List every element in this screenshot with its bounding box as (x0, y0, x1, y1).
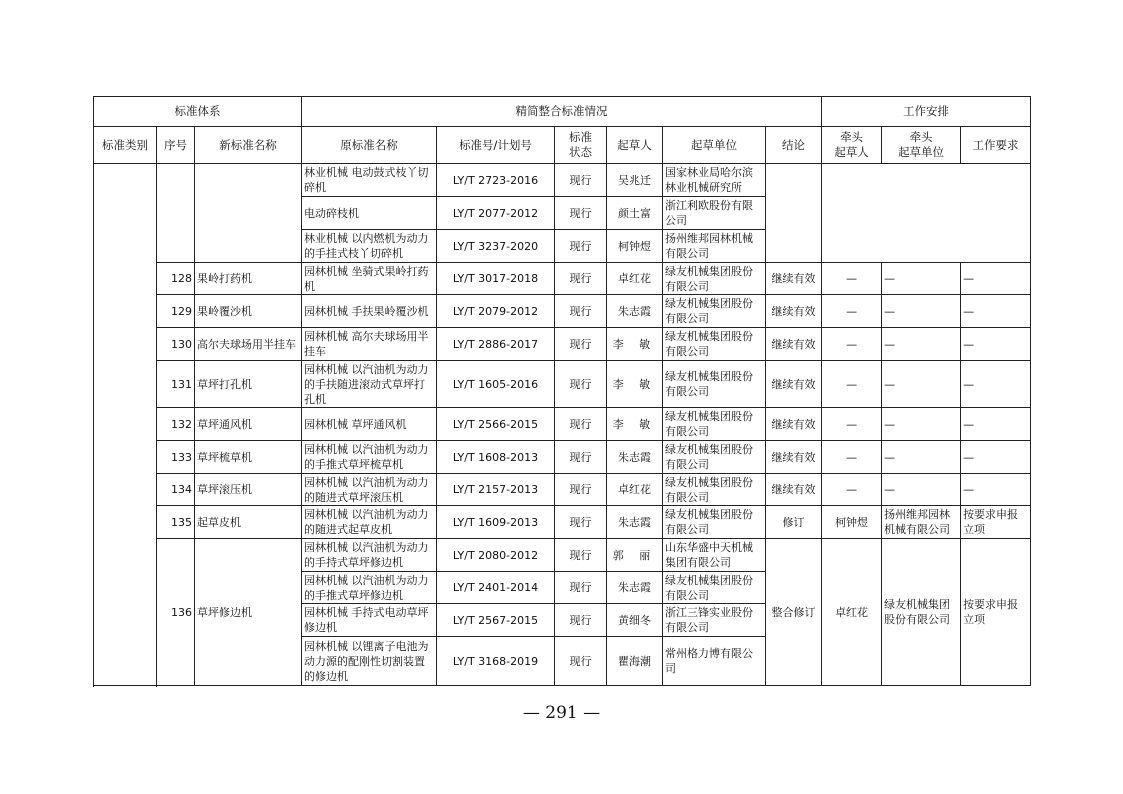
requirement-cell: — (961, 441, 1031, 474)
category-cell (94, 164, 157, 686)
unit-cell: 浙江利欧股份有限公司 (663, 197, 766, 230)
drafter-cell: 李 敏 (607, 408, 663, 441)
orig-name-cell: 电动碎枝机 (302, 197, 437, 230)
std-no-cell: LY/T 2401-2014 (437, 572, 555, 604)
header-drafter: 起草人 (607, 127, 663, 164)
orig-name-cell: 园林机械 手持式电动草坪修边机 (302, 604, 437, 637)
status-cell: 现行 (555, 506, 607, 539)
unit-cell: 绿友机械集团股份有限公司 (663, 295, 766, 328)
orig-name-cell: 林业机械 电动鼓式枝丫切碎机 (302, 164, 437, 197)
std-no-cell: LY/T 2079-2012 (437, 295, 555, 328)
table-row (94, 539, 1031, 572)
lead-drafter-cell: — (822, 441, 882, 474)
std-no-cell: LY/T 2566-2015 (437, 408, 555, 441)
lead-drafter-cell: 柯钟煜 (822, 506, 882, 539)
status-cell: 现行 (555, 539, 607, 572)
table-row (94, 361, 1031, 408)
conclusion-cell: 继续有效 (766, 295, 822, 328)
new-name-cell: 草坪修边机 (195, 539, 302, 686)
drafter-cell: 卓红花 (607, 263, 663, 295)
header-new-name: 新标准名称 (195, 127, 302, 164)
drafter-cell: 颜土富 (607, 197, 663, 230)
status-cell: 现行 (555, 295, 607, 328)
orig-name-cell: 园林机械 以汽油机为动力的手推式草坪修边机 (302, 572, 437, 604)
orig-name-cell: 园林机械 以汽油机为动力的随进式草坪滚压机 (302, 474, 437, 506)
new-name-cell: 草坪梳草机 (195, 441, 302, 474)
serial-cell: 134 (157, 474, 195, 506)
orig-name-cell: 园林机械 坐骑式果岭打药机 (302, 263, 437, 295)
status-cell: 现行 (555, 328, 607, 361)
lead-unit-cell: — (882, 474, 961, 506)
requirement-cell: — (961, 408, 1031, 441)
unit-cell: 扬州维邦园林机械有限公司 (663, 230, 766, 263)
table-row (94, 295, 1031, 328)
unit-cell: 绿友机械集团股份有限公司 (663, 506, 766, 539)
drafter-cell: 黄细冬 (607, 604, 663, 637)
lead-drafter-cell: — (822, 295, 882, 328)
std-no-cell: LY/T 3017-2018 (437, 263, 555, 295)
new-name-cell: 草坪滚压机 (195, 474, 302, 506)
unit-cell: 浙江三锋实业股份有限公司 (663, 604, 766, 637)
unit-cell: 绿友机械集团股份有限公司 (663, 263, 766, 295)
status-cell: 现行 (555, 408, 607, 441)
serial-cell: 136 (157, 539, 195, 686)
requirement-cell: — (961, 263, 1031, 295)
std-no-cell: LY/T 1608-2013 (437, 441, 555, 474)
new-name-cell: 草坪打孔机 (195, 361, 302, 408)
header-conclusion: 结论 (766, 127, 822, 164)
lead-unit-cell: 绿友机械集团股份有限公司 (882, 539, 961, 686)
drafter-cell: 卓红花 (607, 474, 663, 506)
requirement-cell: — (961, 328, 1031, 361)
orig-name-cell: 园林机械 以锂离子电池为动力源的配刚性切割装置的修边机 (302, 637, 437, 686)
lead-unit-cell: 扬州维邦园林机械有限公司 (882, 506, 961, 539)
lead-unit-cell: — (882, 408, 961, 441)
orig-name-cell: 园林机械 以汽油机为动力的手推式草坪梳草机 (302, 441, 437, 474)
lead-drafter-cell: 卓红花 (822, 539, 882, 686)
table-row (94, 328, 1031, 361)
serial-cell: 128 (157, 263, 195, 295)
std-no-cell: LY/T 1609-2013 (437, 506, 555, 539)
requirement-cell: — (961, 361, 1031, 408)
header-lead-drafter: 牵头 起草人 (822, 127, 882, 164)
unit-cell: 常州格力博有限公司 (663, 637, 766, 686)
header-status: 标准 状态 (555, 127, 607, 164)
lead-drafter-cell: — (822, 361, 882, 408)
drafter-cell: 李 敏 (607, 361, 663, 408)
lead-drafter-cell: — (822, 474, 882, 506)
requirement-cell: — (961, 474, 1031, 506)
unit-cell: 国家林业局哈尔滨林业机械研究所 (663, 164, 766, 197)
new-name-cell: 草坪通风机 (195, 408, 302, 441)
conclusion-cell: 继续有效 (766, 361, 822, 408)
header-group-row (94, 97, 1031, 127)
std-no-cell: LY/T 2723-2016 (437, 164, 555, 197)
status-cell: 现行 (555, 572, 607, 604)
header-category: 标准类别 (94, 127, 157, 164)
new-name-cell: 高尔夫球场用半挂车 (195, 328, 302, 361)
std-no-cell: LY/T 2886-2017 (437, 328, 555, 361)
status-cell: 现行 (555, 230, 607, 263)
unit-cell: 绿友机械集团股份有限公司 (663, 572, 766, 604)
header-lead-unit: 牵头 起草单位 (882, 127, 961, 164)
std-no-cell: LY/T 2080-2012 (437, 539, 555, 572)
lead-unit-cell: — (882, 361, 961, 408)
header-group-system: 标准体系 (94, 97, 302, 127)
new-name-cell-empty (195, 164, 302, 263)
header-group-integration: 精简整合标准情况 (302, 97, 822, 127)
unit-cell: 绿友机械集团股份有限公司 (663, 441, 766, 474)
serial-cell: 133 (157, 441, 195, 474)
conclusion-cell: 整合修订 (766, 539, 822, 686)
new-name-cell: 果岭覆沙机 (195, 295, 302, 328)
lead-unit-cell: — (882, 441, 961, 474)
header-requirement: 工作要求 (961, 127, 1031, 164)
orig-name-cell: 园林机械 手扶果岭覆沙机 (302, 295, 437, 328)
status-cell: 现行 (555, 361, 607, 408)
status-cell: 现行 (555, 164, 607, 197)
serial-cell: 131 (157, 361, 195, 408)
drafter-cell: 朱志霞 (607, 572, 663, 604)
serial-cell: 129 (157, 295, 195, 328)
std-no-cell: LY/T 2157-2013 (437, 474, 555, 506)
new-name-cell: 果岭打药机 (195, 263, 302, 295)
page-number: — 291 — (522, 703, 601, 723)
conclusion-cell: 继续有效 (766, 408, 822, 441)
lead-drafter-cell: — (822, 328, 882, 361)
unit-cell: 绿友机械集团股份有限公司 (663, 408, 766, 441)
orig-name-cell: 园林机械 以汽油机为动力的手扶随进滚动式草坪打孔机 (302, 361, 437, 408)
drafter-cell: 瞿海潮 (607, 637, 663, 686)
std-no-cell: LY/T 1605-2016 (437, 361, 555, 408)
drafter-cell: 朱志霞 (607, 506, 663, 539)
drafter-cell: 朱志霞 (607, 441, 663, 474)
work-cell-empty (822, 164, 1031, 263)
orig-name-cell: 园林机械 以汽油机为动力的手持式草坪修边机 (302, 539, 437, 572)
table-row (94, 263, 1031, 295)
orig-name-cell: 园林机械 以汽油机为动力的随进式起草皮机 (302, 506, 437, 539)
serial-cell: 132 (157, 408, 195, 441)
status-cell: 现行 (555, 197, 607, 230)
requirement-cell: 按要求申报立项 (961, 506, 1031, 539)
table-row (94, 164, 1031, 197)
unit-cell: 绿友机械集团股份有限公司 (663, 361, 766, 408)
status-cell: 现行 (555, 263, 607, 295)
orig-name-cell: 园林机械 草坪通风机 (302, 408, 437, 441)
serial-cell: 130 (157, 328, 195, 361)
std-no-cell: LY/T 2077-2012 (437, 197, 555, 230)
header-orig-name: 原标准名称 (302, 127, 437, 164)
serial-cell-empty (157, 164, 195, 263)
header-unit: 起草单位 (663, 127, 766, 164)
table-row (94, 408, 1031, 441)
table-row (94, 441, 1031, 474)
serial-cell: 135 (157, 506, 195, 539)
status-cell: 现行 (555, 441, 607, 474)
drafter-cell: 李 敏 (607, 328, 663, 361)
header-group-work: 工作安排 (822, 97, 1031, 127)
header-column-row (94, 127, 1031, 164)
unit-cell: 山东华盛中天机械集团有限公司 (663, 539, 766, 572)
standards-table-sheet (93, 96, 1030, 686)
conclusion-cell: 修订 (766, 506, 822, 539)
status-cell: 现行 (555, 474, 607, 506)
lead-unit-cell: — (882, 295, 961, 328)
drafter-cell: 朱志霞 (607, 295, 663, 328)
requirement-cell: 按要求申报立项 (961, 539, 1031, 686)
conclusion-cell: 继续有效 (766, 474, 822, 506)
lead-drafter-cell: — (822, 263, 882, 295)
conclusion-cell-empty (766, 164, 822, 263)
standards-table (93, 96, 1031, 686)
new-name-cell: 起草皮机 (195, 506, 302, 539)
conclusion-cell: 继续有效 (766, 441, 822, 474)
header-serial: 序号 (157, 127, 195, 164)
drafter-cell: 柯钟煜 (607, 230, 663, 263)
requirement-cell: — (961, 295, 1031, 328)
drafter-cell: 郭 丽 (607, 539, 663, 572)
lead-drafter-cell: — (822, 408, 882, 441)
unit-cell: 绿友机械集团股份有限公司 (663, 474, 766, 506)
std-no-cell: LY/T 3168-2019 (437, 637, 555, 686)
table-row (94, 474, 1031, 506)
orig-name-cell: 园林机械 高尔夫球场用半挂车 (302, 328, 437, 361)
header-std-no: 标准号/计划号 (437, 127, 555, 164)
unit-cell: 绿友机械集团股份有限公司 (663, 328, 766, 361)
orig-name-cell: 林业机械 以内燃机为动力的手挂式枝丫切碎机 (302, 230, 437, 263)
conclusion-cell: 继续有效 (766, 328, 822, 361)
lead-unit-cell: — (882, 263, 961, 295)
table-row (94, 506, 1031, 539)
std-no-cell: LY/T 3237-2020 (437, 230, 555, 263)
status-cell: 现行 (555, 637, 607, 686)
drafter-cell: 吴兆迁 (607, 164, 663, 197)
conclusion-cell: 继续有效 (766, 263, 822, 295)
std-no-cell: LY/T 2567-2015 (437, 604, 555, 637)
lead-unit-cell: — (882, 328, 961, 361)
status-cell: 现行 (555, 604, 607, 637)
